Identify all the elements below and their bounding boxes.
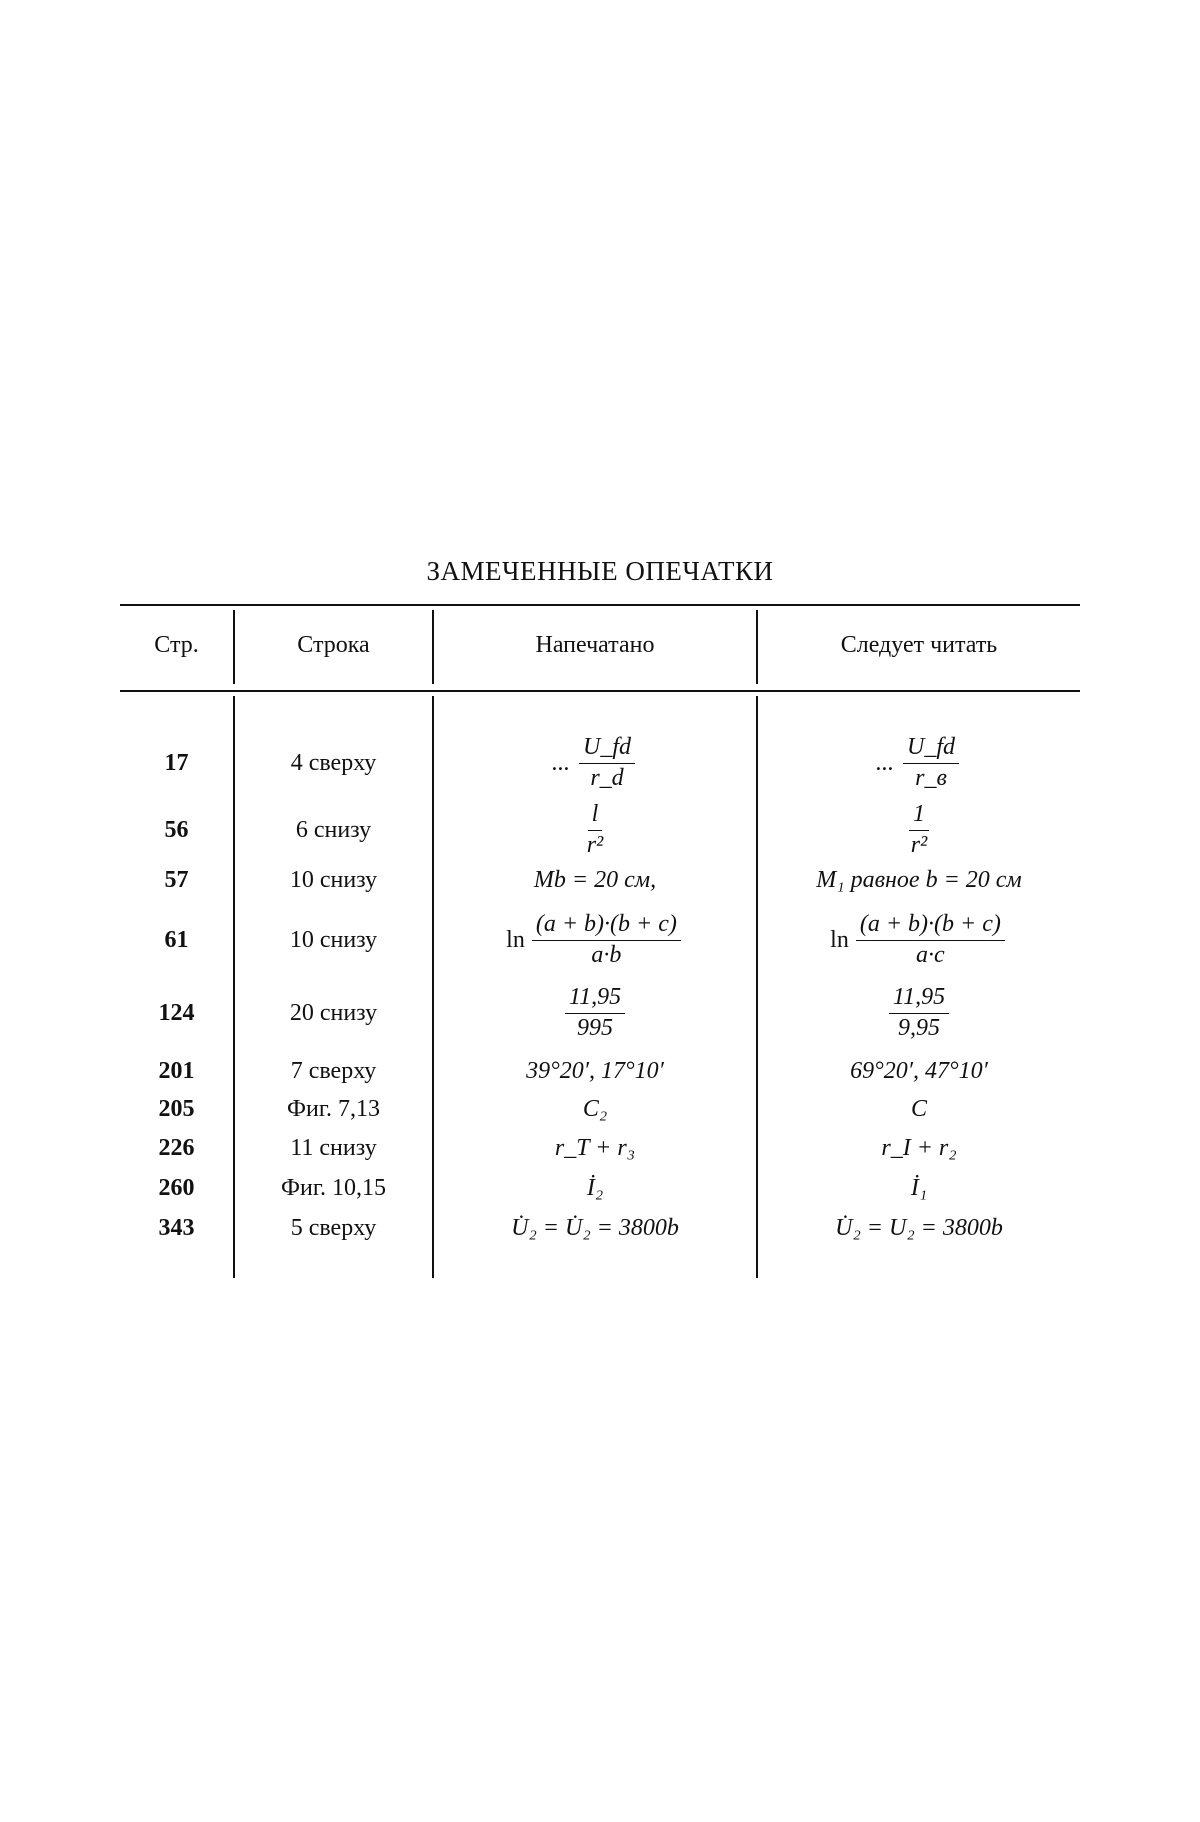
cell-printed: İ₂ <box>586 1175 604 1201</box>
cell-printed <box>434 908 756 972</box>
cell-printed <box>434 728 756 798</box>
fraction <box>579 735 635 790</box>
cell-printed <box>434 802 756 858</box>
function-name: ln <box>830 927 849 953</box>
cell-printed: r_T + r₃ <box>554 1135 636 1161</box>
cell-line: 10 снизу <box>289 867 378 893</box>
cell-should-read: C <box>910 1096 927 1122</box>
fraction-denominator: 9,95 <box>898 1014 940 1041</box>
cell-should-read <box>758 908 1080 972</box>
fraction-numerator: 11,95 <box>889 985 949 1013</box>
fraction-denominator: r_в <box>915 764 947 791</box>
cell-line: 7 сверху <box>290 1058 377 1084</box>
fraction <box>583 802 608 857</box>
cell-line: 20 снизу <box>289 1000 378 1026</box>
fraction-numerator: (a + b)·(b + c) <box>856 912 1005 940</box>
fraction <box>856 912 1005 967</box>
fraction-denominator: 995 <box>577 1014 613 1041</box>
ellipsis: ... <box>552 750 570 776</box>
fraction-denominator: r_d <box>590 764 624 791</box>
cell-line: 4 сверху <box>290 750 377 776</box>
cell-line: Фиг. 10,15 <box>281 1175 386 1201</box>
cell-should-read <box>758 728 1080 798</box>
function-name: ln <box>506 927 525 953</box>
cell-page: 226 <box>158 1135 195 1161</box>
cell-should-read <box>758 802 1080 858</box>
fraction-denominator: a·c <box>916 941 945 968</box>
fraction <box>903 735 959 790</box>
cell-should-read: M₁ равное b = 20 см <box>816 867 1022 893</box>
header-page: Стр. <box>154 632 199 658</box>
cell-page: 17 <box>164 750 189 776</box>
table-header-rule <box>120 690 1080 692</box>
cell-line: 10 снизу <box>289 927 378 953</box>
cell-printed <box>434 980 756 1046</box>
fraction-numerator: 11,95 <box>565 985 625 1013</box>
cell-line: 5 сверху <box>290 1215 377 1241</box>
cell-line: Фиг. 7,13 <box>287 1096 380 1122</box>
fraction-numerator: l <box>588 802 603 830</box>
cell-printed: U̇₂ = U̇₂ = 3800b <box>511 1215 679 1241</box>
cell-page: 56 <box>164 817 189 843</box>
header-printed: Напечатано <box>535 632 655 658</box>
fraction-denominator: r² <box>586 831 604 858</box>
cell-printed: C₂ <box>582 1096 608 1122</box>
cell-page: 124 <box>158 1000 195 1026</box>
cell-should-read: U̇₂ = U₂ = 3800b <box>835 1215 1003 1241</box>
cell-page: 57 <box>164 867 189 893</box>
page-title: ЗАМЕЧЕННЫЕ ОПЕЧАТКИ <box>426 556 774 586</box>
header-line: Строка <box>297 632 370 658</box>
cell-page: 201 <box>158 1058 195 1084</box>
fraction-numerator: U_fd <box>903 735 959 763</box>
fraction <box>565 985 625 1040</box>
fraction <box>889 985 949 1040</box>
cell-line: 11 снизу <box>290 1135 377 1161</box>
cell-should-read: 69°20′, 47°10′ <box>850 1058 988 1084</box>
fraction <box>907 802 932 857</box>
cell-should-read: İ₁ <box>910 1175 928 1201</box>
cell-page: 205 <box>158 1096 195 1122</box>
cell-printed: 39°20′, 17°10′ <box>526 1058 664 1084</box>
fraction-numerator: U_fd <box>579 735 635 763</box>
fraction-numerator: (a + b)·(b + c) <box>532 912 681 940</box>
cell-page: 343 <box>158 1215 195 1241</box>
fraction-denominator: a·b <box>591 941 622 968</box>
cell-should-read: r_I + r₂ <box>881 1135 957 1161</box>
cell-should-read <box>758 980 1080 1046</box>
fraction <box>532 912 681 967</box>
cell-line: 6 снизу <box>295 817 372 843</box>
cell-page: 260 <box>158 1175 195 1201</box>
cell-printed: Mb = 20 см, <box>533 867 657 893</box>
header-should-read: Следует читать <box>840 632 998 658</box>
table-top-rule <box>120 604 1080 606</box>
ellipsis: ... <box>876 750 894 776</box>
fraction-denominator: r² <box>910 831 928 858</box>
cell-page: 61 <box>164 927 189 953</box>
fraction-numerator: 1 <box>909 802 929 830</box>
